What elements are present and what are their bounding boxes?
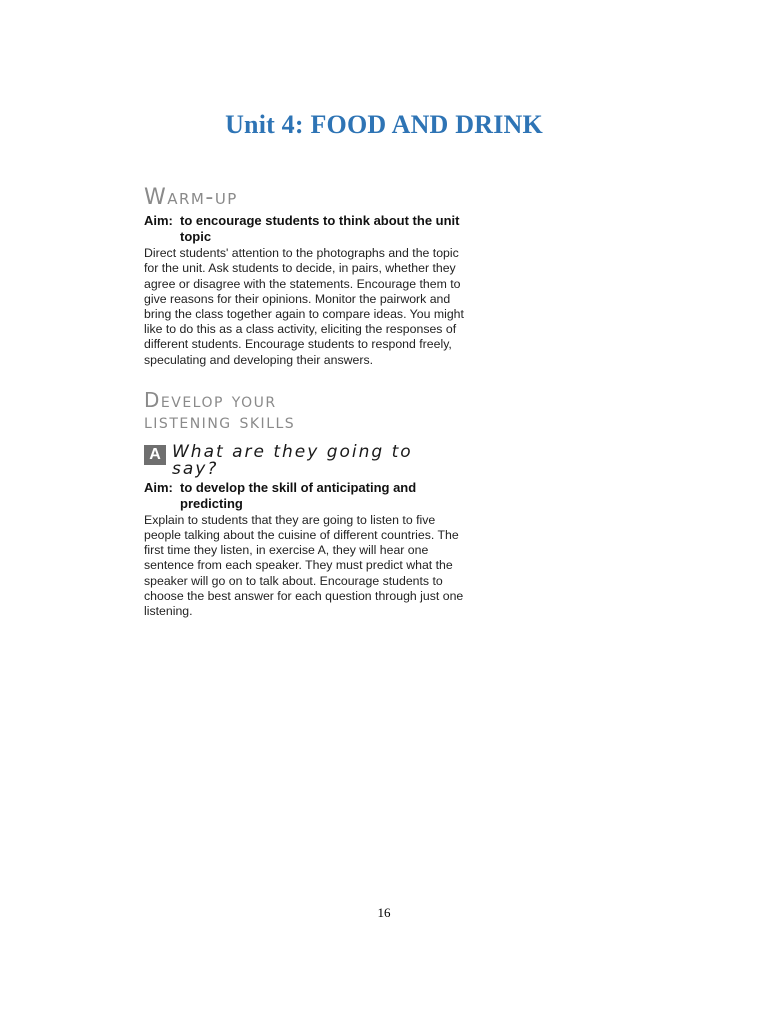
warmup-aim-label: Aim: [144,213,173,229]
page-number: 16 [377,905,391,920]
develop-aim-text: to develop the skill of anticipating and predicting [180,479,417,511]
page-title: Unit 4: FOOD AND DRINK [225,110,543,139]
develop-aim [144,480,464,512]
exercise-heading [144,441,464,479]
warmup-aim-text: to encourage students to think about the unit topic [180,213,460,245]
develop-heading-line2: listening skills [144,408,296,433]
develop-heading-line1: Develop your [144,387,277,412]
scanned-excerpt [144,186,464,619]
develop-heading [144,387,464,433]
exercise-letter-badge: A [144,445,166,465]
warmup-heading: Warm-up [144,185,238,210]
develop-aim-label: Aim: [144,479,173,495]
exercise-title: What are they going to say? [172,441,413,479]
develop-body: Explain to students that they are going to listen to five people talking about the cuisine of different countries. The first time they listen, in exercise A, they will hear one sentence from each speaker. They must predict what the speaker will go on to talk about. Encourage students to choose the best answer for each question through just one listening. [144,512,464,618]
warmup-aim [144,213,464,245]
warmup-body: Direct students' attention to the photographs and the topic for the unit. Ask students to decide, in pairs, whether they agree or disagree with the statements. Encourage them to give reasons for their opinions. Monitor the pairwork and bring the class together again to compare ideas. You might like to do this as a class activity, eliciting the responses of different students. Encourage students to respond freely, speculating and developing their answers. [144,246,464,367]
